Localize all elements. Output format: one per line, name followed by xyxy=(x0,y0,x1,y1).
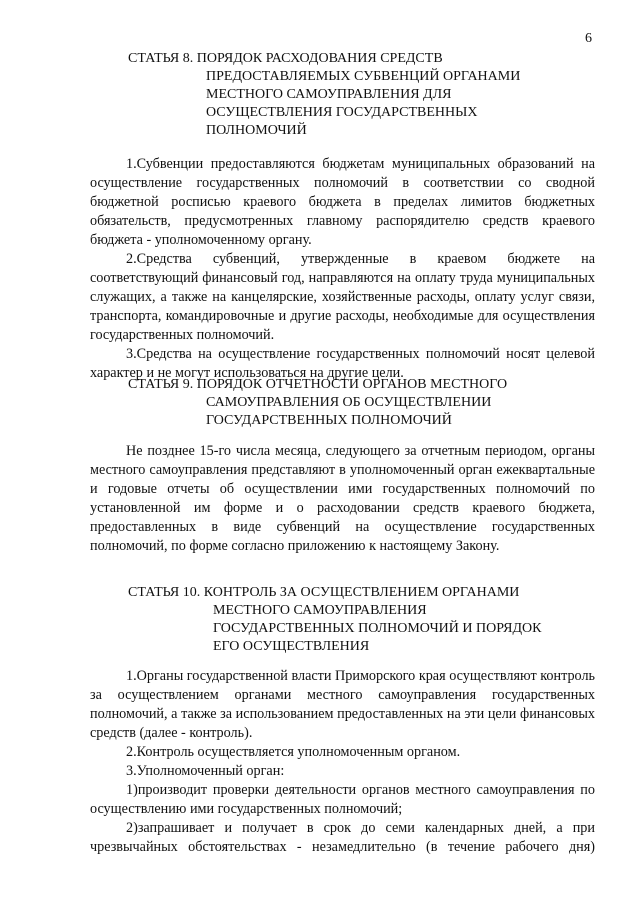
heading-line: ЕГО ОСУЩЕСТВЛЕНИЯ xyxy=(213,639,370,654)
heading-line: ПОЛНОМОЧИЙ xyxy=(206,123,307,138)
article-10-body xyxy=(90,667,595,857)
paragraph: 1)производит проверки деятельности органов местного самоуправления по осуществлению ими государственных полномочий; xyxy=(90,782,595,817)
page-number: 6 xyxy=(585,31,592,46)
paragraph: 3.Средства на осуществление государственных полномочий носят целевой характер и не могут использоваться на другие цели. xyxy=(90,346,595,381)
article-8-body xyxy=(90,155,595,383)
heading-line: СТАТЬЯ 8. ПОРЯДОК РАСХОДОВАНИЯ СРЕДСТВ xyxy=(128,51,443,66)
heading-line: ГОСУДАРСТВЕННЫХ ПОЛНОМОЧИЙ И ПОРЯДОК xyxy=(213,621,542,636)
heading-line: ОСУЩЕСТВЛЕНИЯ ГОСУДАРСТВЕННЫХ xyxy=(206,105,478,120)
paragraph: 2.Средства субвенций, утвержденные в краевом бюджете на соответствующий финансовый год, направляются на оплату труда муниципальных служащих, а также на канцелярские, хозяйственные расходы, оплату услуг связи, транспорта, командировочные и другие расходы, необходимые для осуществления государственных полномочий. xyxy=(90,251,595,343)
heading-line: ПРЕДОСТАВЛЯЕМЫХ СУБВЕНЦИЙ ОРГАНАМИ xyxy=(206,69,521,84)
paragraph: 2)запрашивает и получает в срок до семи календарных дней, а при чрезвычайных обстоятельствах - незамедлительно (в течение рабочего дня) xyxy=(90,820,595,855)
heading-line: ГОСУДАРСТВЕННЫХ ПОЛНОМОЧИЙ xyxy=(206,413,452,428)
paragraph: 2.Контроль осуществляется уполномоченным органом. xyxy=(126,744,461,760)
paragraph: 1.Органы государственной власти Приморского края осуществляют контроль за осуществлением органами местного самоуправления государственных полномочий, а также за использованием предоставленных на эти цели финансовых средств (далее - контроль). xyxy=(90,668,595,741)
article-10-heading xyxy=(128,584,541,656)
heading-line: САМОУПРАВЛЕНИЯ ОБ ОСУЩЕСТВЛЕНИИ xyxy=(206,395,492,410)
paragraph: 3.Уполномоченный орган: xyxy=(126,763,285,779)
heading-line: МЕСТНОГО САМОУПРАВЛЕНИЯ xyxy=(213,603,427,618)
heading-line: СТАТЬЯ 10. КОНТРОЛЬ ЗА ОСУЩЕСТВЛЕНИЕМ ОРГАНАМИ xyxy=(128,585,520,600)
heading-line: СТАТЬЯ 9. ПОРЯДОК ОТЧЕТНОСТИ ОРГАНОВ МЕСТНОГО xyxy=(128,377,508,392)
paragraph: 1.Субвенции предоставляются бюджетам муниципальных образований на осуществление государственных полномочий в соответствии со сводной бюджетной росписью краевого бюджета в пределах лимитов бюджетных обязательств, предусмотренных главному распорядителю средств краевого бюджета - уполномоченному органу. xyxy=(90,156,595,248)
heading-line: МЕСТНОГО САМОУПРАВЛЕНИЯ ДЛЯ xyxy=(206,87,452,102)
article-8-heading xyxy=(128,50,520,140)
article-9-body xyxy=(90,442,595,556)
article-9-heading xyxy=(128,376,507,430)
paragraph: Не позднее 15-го числа месяца, следующего за отчетным периодом, органы местного самоуправления представляют в уполномоченный орган ежеквартальные и годовые отчеты об осуществлении ими государственных полномочий по установленной им форме и о расходовании средств краевого бюджета, предоставленных в виде субвенций на осуществление государственных полномочий, по форме согласно приложению к настоящему Закону. xyxy=(90,443,595,554)
